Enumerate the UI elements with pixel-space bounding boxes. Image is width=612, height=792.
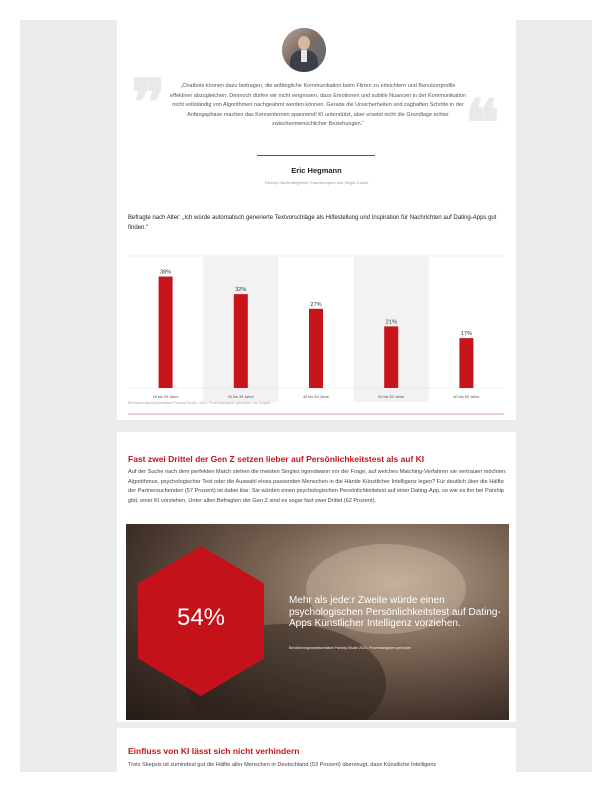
category-tick-label: 60 bis 69 Jahre (453, 395, 480, 399)
section-text: Trotz Skepsis ist zumindest gut die Hälfte aller Menschen in Deutschland (53 Prozent) überzeugt, dass Künstliche Intelligenz (128, 762, 437, 768)
bar-value-label: 32% (235, 287, 247, 294)
article-heading: Fast zwei Drittel der Gen Z setzen lieber auf Persönlichkeitstest als auf KI (128, 454, 425, 464)
divider (257, 155, 375, 156)
bar-value-label: 21% (385, 319, 397, 326)
article-text: Auf der Suche nach dem perfekten Match stehen die meisten Singles irgendwann vor der Frage, auf welches Matching-Verfahren sie vertrauen möchten: Algorithmus, psychologischer Test oder die Auswahl eines passenden Menschen in die Hände Künstlicher Intelligenz legen? Für deutlich über die Hälfte der Partnersuchenden (57 Prozent) ist dabei klar: Sie würden einen psychologischen Persönlichkeitstest auf einer Dating-App, so wie es ihn bei Parship gibt, einer KI vorziehen. Unter allen Befragten der Gen Z sind es sogar fast zwei Drittel (62 Prozent). (128, 469, 507, 504)
chart-title: Befragte nach Alter: „Ich würde automatisch generierte Textvorschläge als Hilfestellung und Inspiration für Nachrichten auf Dating-Apps gut finden.“ (128, 215, 497, 231)
stat-value: 54% (176, 604, 226, 631)
bar-value-label: 27% (310, 301, 322, 308)
bar-value-label: 38% (159, 269, 172, 276)
category-tick-label: 50 bis 59 Jahre (378, 395, 405, 399)
bar-value-label: 17% (460, 331, 473, 338)
bar (459, 338, 473, 388)
category-tick-label: 40 bis 49 Jahre (303, 395, 329, 399)
quote-author-role: Parship Studienbegleiter, Paartherapeut und Single-Coach (264, 180, 369, 185)
bar (159, 277, 173, 388)
chart-card (117, 190, 516, 420)
bar (234, 294, 248, 388)
stat-text: Mehr als jede:r Zweite würde einen psychologischen Persönlichkeitstest auf Dating-Apps Künstlicher Intelligenz vorziehen. (289, 595, 501, 629)
avatar (282, 28, 326, 72)
section-heading: Einfluss von KI lässt sich nicht verhindern (128, 746, 300, 756)
quote-close-icon: ❝ (465, 86, 500, 161)
quote-author: Eric Hegmann (291, 166, 342, 175)
chart-source: Bevölkerungsrepräsentative Parship-Studie, 2024, Prozentangaben gerundet, nur Singles (128, 401, 271, 405)
quote-open-icon: ❞ (131, 66, 166, 141)
bar (309, 309, 323, 388)
bar-chart (117, 190, 516, 420)
page-background (20, 20, 592, 772)
category-tick-label: 18 bis 29 Jahre (152, 395, 179, 399)
quote-card (117, 20, 516, 202)
category-tick-label: 30 bis 39 Jahre (227, 395, 254, 399)
stat-banner (126, 524, 509, 720)
article-card (117, 432, 516, 722)
bar (384, 326, 398, 388)
bottom-card (117, 728, 516, 772)
stat-source: Bevölkerungsrepräsentative Parship-Studie 2024, Prozentangaben gerundet (289, 646, 411, 650)
quote-text: „Chatbots können dazu beitragen, die anfängliche Kommunikation beim Flirten zu erleichtern und Benutzerprofile effektiver abzugleichen. Dennoch dürfen wir nicht vergessen, dass Emotionen und subtile Nuancen in der Kommunikation nicht vollständig von Algorithmen nachgeahmt werden können. Gerade die Unsicherheiten und zaghaften Schritte in der Anfangsphase machen das Kennenlernen spannend! KI unterstützt, aber ersetzt nicht die Grundlage echter zwischenmenschlicher Beziehungen.“ (170, 83, 466, 128)
